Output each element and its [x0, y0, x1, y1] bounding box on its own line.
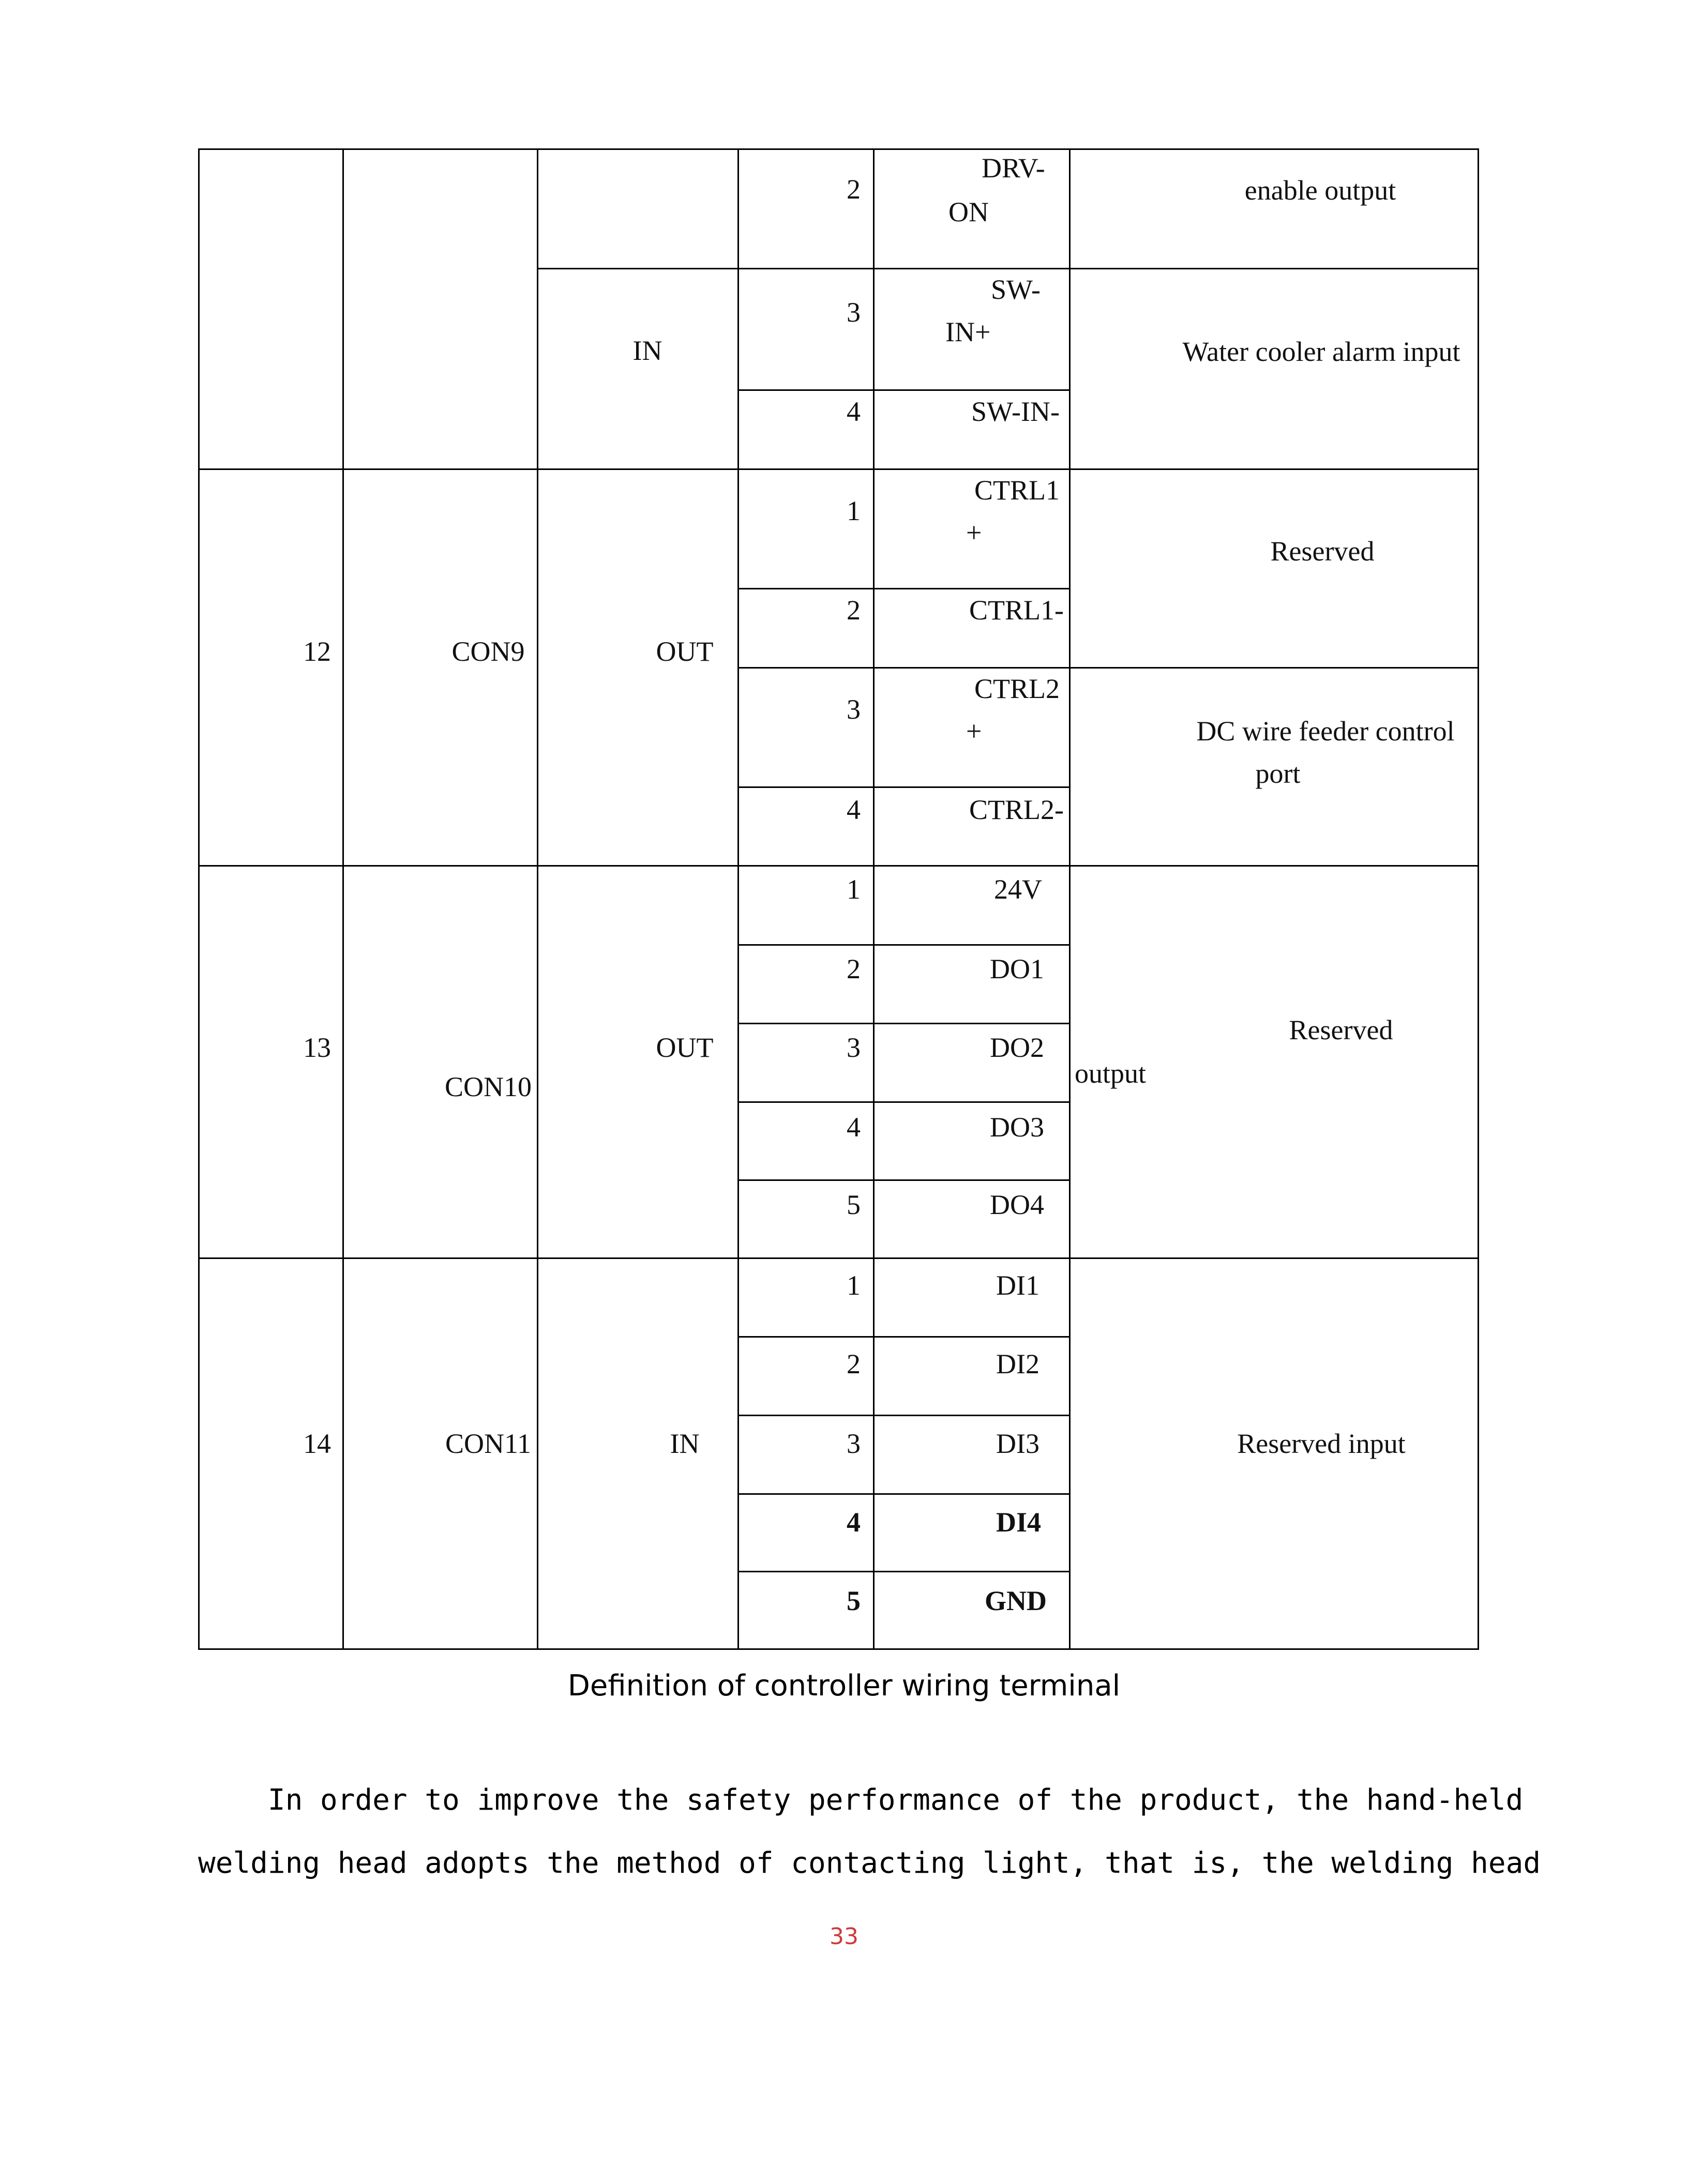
signal-name: SW-IN- — [971, 396, 1060, 427]
pin-number: 5 — [847, 1189, 861, 1220]
row-divider — [739, 1023, 1070, 1024]
pin-number: 1 — [847, 1270, 861, 1301]
row-divider — [739, 1493, 1070, 1495]
signal-name: CTRL2 — [974, 673, 1060, 704]
signal-name: CTRL2- — [969, 794, 1064, 825]
signal-name: CTRL1- — [969, 595, 1064, 626]
signal-name: DO4 — [990, 1189, 1044, 1220]
signal-name: SW- — [991, 274, 1041, 305]
pin-number: 2 — [847, 174, 861, 205]
pin-number: 2 — [847, 595, 861, 626]
description: Water cooler alarm input — [1182, 336, 1460, 367]
signal-name: CTRL1 — [974, 475, 1060, 506]
description: DC wire feeder control — [1196, 716, 1455, 747]
direction: IN — [670, 1428, 700, 1459]
pin-number: 4 — [847, 396, 861, 427]
row-number: 12 — [303, 636, 331, 667]
signal-name: + — [966, 716, 982, 747]
pin-number: 3 — [847, 297, 861, 328]
group-divider — [198, 865, 1479, 867]
row-divider — [739, 667, 1479, 669]
direction: OUT — [656, 1032, 714, 1063]
connector-name: CON11 — [445, 1428, 532, 1459]
signal-name: DI3 — [996, 1428, 1039, 1459]
table-border-left — [198, 148, 200, 1650]
table-border-bottom — [198, 1648, 1479, 1650]
row-divider — [739, 389, 1070, 391]
group-divider — [198, 468, 1479, 470]
row-divider — [739, 1179, 1070, 1181]
column-divider — [537, 148, 538, 1650]
description: port — [1255, 758, 1301, 789]
description: output — [1075, 1058, 1147, 1089]
pin-number: 1 — [847, 874, 861, 905]
pin-number: 4 — [847, 1507, 861, 1538]
signal-name: DI2 — [996, 1348, 1039, 1379]
row-divider — [739, 944, 1070, 946]
signal-name: DO3 — [990, 1112, 1044, 1143]
signal-name: 24V — [994, 874, 1042, 905]
description: enable output — [1244, 175, 1396, 206]
signal-name: IN+ — [945, 316, 991, 347]
row-divider — [739, 588, 1070, 589]
signal-name: DRV- — [982, 153, 1045, 184]
column-divider — [737, 148, 739, 1650]
signal-name: GND — [985, 1585, 1047, 1616]
pin-number: 2 — [847, 953, 861, 984]
row-number: 13 — [303, 1032, 331, 1063]
page-number: 33 — [830, 1923, 858, 1950]
direction: OUT — [656, 636, 714, 667]
row-divider — [739, 1571, 1070, 1572]
column-divider — [873, 148, 875, 1650]
signal-name: DI4 — [996, 1507, 1042, 1538]
row-divider — [739, 786, 1070, 788]
pin-number: 3 — [847, 1032, 861, 1063]
body-paragraph-line: In order to improve the safety performance of the product, the hand-held — [198, 1783, 1524, 1817]
description: Reserved — [1270, 536, 1375, 567]
description: Reserved — [1289, 1014, 1393, 1045]
group-divider — [198, 1257, 1479, 1259]
signal-name: DO1 — [990, 953, 1044, 984]
column-divider — [1069, 148, 1071, 1650]
row-divider — [538, 268, 1479, 269]
table-border-right — [1478, 148, 1479, 1650]
pin-number: 4 — [847, 1112, 861, 1143]
row-divider — [739, 1415, 1070, 1416]
row-divider — [739, 1336, 1070, 1338]
row-divider — [739, 1101, 1070, 1103]
signal-name: + — [966, 517, 982, 548]
pin-number: 3 — [847, 1428, 861, 1459]
row-number: 14 — [303, 1428, 331, 1459]
body-paragraph-line: welding head adopts the method of contacting light, that is, the welding head — [198, 1846, 1541, 1880]
direction: IN — [632, 335, 662, 366]
signal-name: DO2 — [990, 1032, 1044, 1063]
pin-number: 3 — [847, 694, 861, 725]
pin-number: 1 — [847, 495, 861, 526]
description: Reserved input — [1237, 1428, 1406, 1459]
pin-number: 4 — [847, 794, 861, 825]
connector-name: CON9 — [451, 636, 525, 667]
table-caption: Definition of controller wiring terminal — [567, 1669, 1121, 1703]
signal-name: ON — [948, 196, 989, 228]
pin-number: 2 — [847, 1348, 861, 1379]
column-divider — [342, 148, 344, 1650]
connector-name: CON10 — [444, 1071, 532, 1102]
signal-name: DI1 — [996, 1270, 1039, 1301]
pin-number: 5 — [847, 1585, 861, 1616]
table-border-top — [198, 148, 1479, 150]
